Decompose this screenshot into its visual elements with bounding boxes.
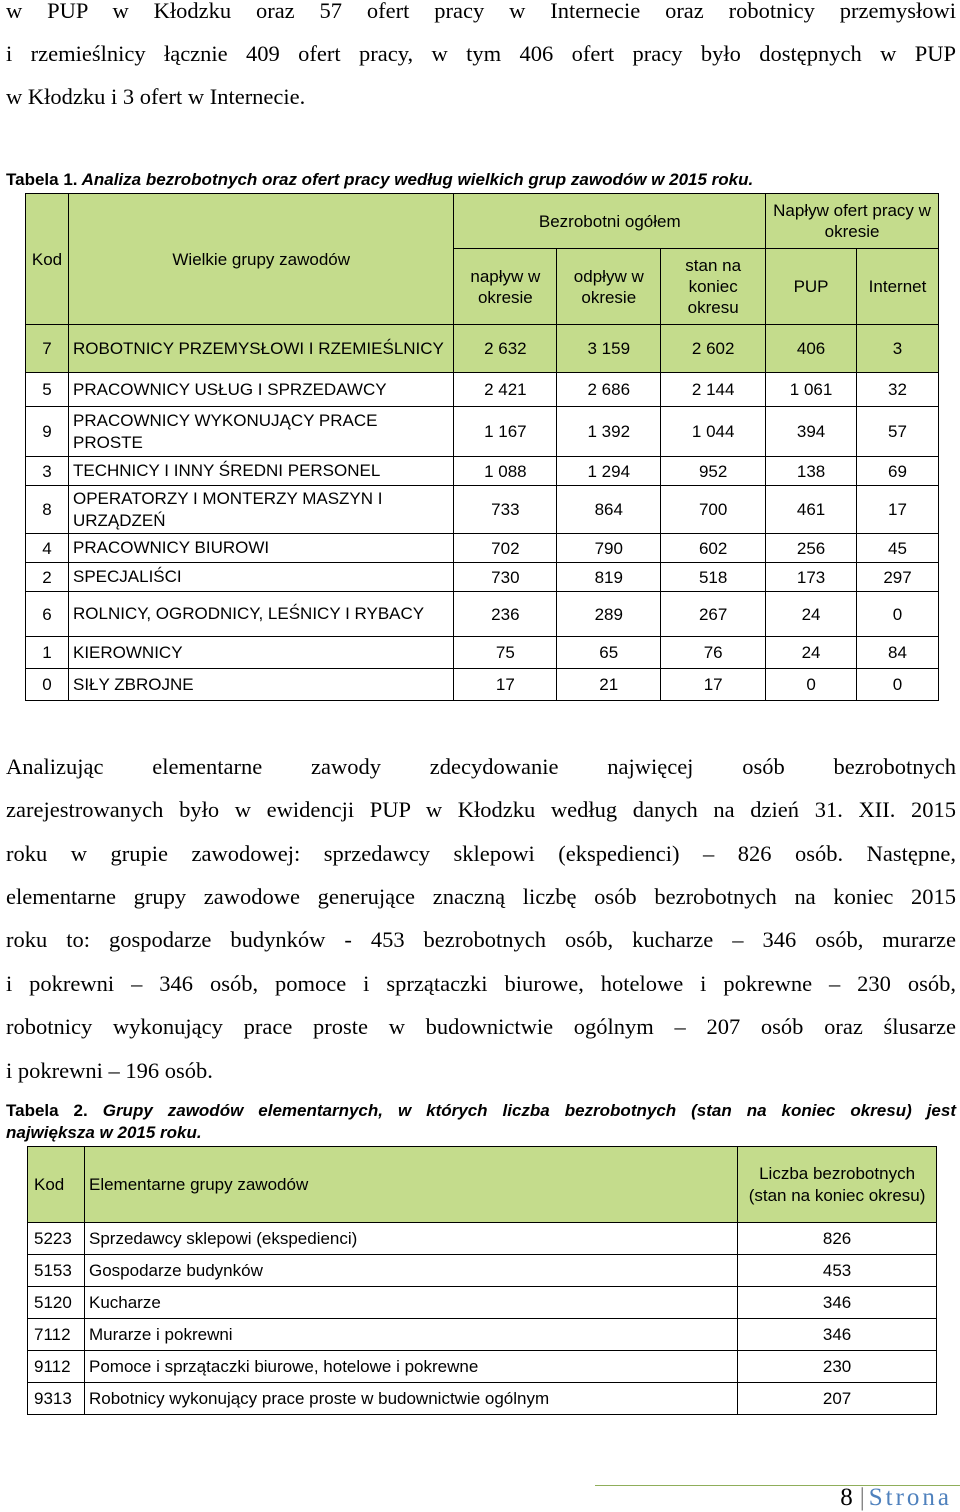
t2-count: 230 <box>738 1351 937 1383</box>
page-number: 8 <box>840 1484 856 1511</box>
t1-pup: 0 <box>766 669 857 701</box>
t2-kod: 9112 <box>28 1351 85 1383</box>
t1-internet: 57 <box>857 407 939 457</box>
t1-inflow: 1 167 <box>454 407 557 457</box>
t1-end: 2 144 <box>661 373 766 407</box>
table-row <box>28 1287 937 1319</box>
t1-kod: 8 <box>26 486 69 534</box>
t1-pup: 406 <box>766 325 857 373</box>
t1-name: OPERATORZY I MONTERZY MASZYN I URZĄDZEŃ <box>68 486 453 534</box>
table2 <box>27 1146 937 1415</box>
t1-inflow: 17 <box>454 669 557 701</box>
t2-count: 346 <box>738 1319 937 1351</box>
t2-name: Sprzedawcy sklepowi (ekspedienci) <box>84 1223 737 1255</box>
table-row <box>26 563 939 592</box>
t1-name: SIŁY ZBROJNE <box>68 669 453 701</box>
t1-pup: 24 <box>766 592 857 637</box>
intro-line-1: w PUP w Kłodzku oraz 57 ofert pracy w Internecie oraz robotnicy przemysłowi <box>6 0 956 23</box>
t1-outflow: 1 294 <box>557 457 661 486</box>
t2-header-group: Elementarne grupy zawodów <box>84 1147 737 1223</box>
t1-outflow: 3 159 <box>557 325 661 373</box>
t1-internet: 17 <box>857 486 939 534</box>
table-row <box>28 1255 937 1287</box>
t2-kod: 5120 <box>28 1287 85 1319</box>
t2-kod: 5153 <box>28 1255 85 1287</box>
t1-inflow: 2 632 <box>454 325 557 373</box>
t1-end: 700 <box>661 486 766 534</box>
t1-pup: 461 <box>766 486 857 534</box>
analysis-line-4: elementarne grupy zawodowe generujące znaczną liczbę osób bezrobotnych na koniec 2015 <box>6 884 956 909</box>
table-row <box>26 407 939 457</box>
page-word: Strona <box>868 1484 952 1511</box>
t2-name: Gospodarze budynków <box>84 1255 737 1287</box>
t2-name: Robotnicy wykonujący prace proste w budownictwie ogólnym <box>84 1383 737 1415</box>
t1-header-pup: PUP <box>766 249 857 325</box>
t1-inflow: 702 <box>454 534 557 563</box>
t2-header-kod: Kod <box>28 1147 85 1223</box>
t1-pup: 24 <box>766 637 857 669</box>
t1-end: 518 <box>661 563 766 592</box>
t1-header-offers: Napływ ofert pracy w okresie <box>766 194 939 249</box>
t1-kod: 7 <box>26 325 69 373</box>
analysis-line-7: robotnicy wykonujący prace proste w budownictwie ogólnym – 207 osób oraz ślusarze <box>6 1014 956 1039</box>
t1-kod: 2 <box>26 563 69 592</box>
t1-name: PRACOWNICY USŁUG I SPRZEDAWCY <box>68 373 453 407</box>
t1-inflow: 733 <box>454 486 557 534</box>
t2-name: Pomoce i sprzątaczki biurowe, hotelowe i pokrewne <box>84 1351 737 1383</box>
table-row <box>26 373 939 407</box>
table1-caption-text: Analiza bezrobotnych oraz ofert pracy według wielkich grup zawodów w 2015 roku. <box>81 170 754 189</box>
t1-end: 952 <box>661 457 766 486</box>
analysis-line-3: roku w grupie zawodowej: sprzedawcy sklepowi (ekspedienci) – 826 osób. Następne, <box>6 841 956 866</box>
table-row <box>26 486 939 534</box>
t1-outflow: 65 <box>557 637 661 669</box>
t2-count: 207 <box>738 1383 937 1415</box>
t1-internet: 84 <box>857 637 939 669</box>
table1-caption-label: Tabela 1. <box>6 170 78 189</box>
t1-kod: 4 <box>26 534 69 563</box>
t1-end: 2 602 <box>661 325 766 373</box>
table-row <box>28 1383 937 1415</box>
t1-header-inflow: napływ w okresie <box>454 249 557 325</box>
table-row <box>26 534 939 563</box>
t1-pup: 138 <box>766 457 857 486</box>
t2-kod: 5223 <box>28 1223 85 1255</box>
t1-outflow: 2 686 <box>557 373 661 407</box>
t1-outflow: 1 392 <box>557 407 661 457</box>
t1-kod: 9 <box>26 407 69 457</box>
t1-internet: 69 <box>857 457 939 486</box>
t1-end: 76 <box>661 637 766 669</box>
t1-inflow: 1 088 <box>454 457 557 486</box>
t1-kod: 1 <box>26 637 69 669</box>
t1-internet: 297 <box>857 563 939 592</box>
t2-header-count: Liczba bezrobotnych (stan na koniec okresu) <box>738 1147 937 1223</box>
table-row <box>28 1319 937 1351</box>
t1-inflow: 2 421 <box>454 373 557 407</box>
table1 <box>25 193 939 701</box>
analysis-line-5: roku to: gospodarze budynków - 453 bezrobotnych osób, kucharze – 346 osób, murarze <box>6 927 956 952</box>
t2-kod: 9313 <box>28 1383 85 1415</box>
page-footer <box>840 1484 952 1512</box>
t1-header-unemployed: Bezrobotni ogółem <box>454 194 766 249</box>
t1-header-outflow: odpływ w okresie <box>557 249 661 325</box>
table2-caption-label: Tabela 2. <box>6 1101 88 1120</box>
t1-internet: 3 <box>857 325 939 373</box>
table1-caption <box>6 170 956 190</box>
t1-name: KIEROWNICY <box>68 637 453 669</box>
t1-header-kod: Kod <box>26 194 69 325</box>
t1-name: PRACOWNICY BIUROWI <box>68 534 453 563</box>
t1-kod: 6 <box>26 592 69 637</box>
t1-internet: 45 <box>857 534 939 563</box>
t1-pup: 394 <box>766 407 857 457</box>
table-row <box>26 669 939 701</box>
analysis-line-8: i pokrewni – 196 osób. <box>6 1058 213 1083</box>
table2-caption-line-2: największa w 2015 roku. <box>6 1123 202 1142</box>
intro-line-3: w Kłodzku i 3 ofert w Internecie. <box>6 84 306 109</box>
intro-line-2: i rzemieślnicy łącznie 409 ofert pracy, w tym 406 ofert pracy było dostępnych w PUP <box>6 41 956 66</box>
analysis-line-1: Analizując elementarne zawody zdecydowanie najwięcej osób bezrobotnych <box>6 754 956 779</box>
table-row <box>26 325 939 373</box>
table2-caption-text: Grupy zawodów elementarnych, w których liczba bezrobotnych (stan na koniec okresu) jest <box>102 1101 956 1120</box>
t2-count: 346 <box>738 1287 937 1319</box>
t1-pup: 256 <box>766 534 857 563</box>
t1-name: SPECJALIŚCI <box>68 563 453 592</box>
t1-header-end: stan na koniec okresu <box>661 249 766 325</box>
t1-inflow: 236 <box>454 592 557 637</box>
t1-kod: 3 <box>26 457 69 486</box>
t1-header-internet: Internet <box>857 249 939 325</box>
t1-end: 602 <box>661 534 766 563</box>
t1-inflow: 75 <box>454 637 557 669</box>
t1-pup: 173 <box>766 563 857 592</box>
table-row <box>28 1223 937 1255</box>
table2-caption <box>6 1101 956 1121</box>
t1-end: 1 044 <box>661 407 766 457</box>
t1-kod: 0 <box>26 669 69 701</box>
t1-outflow: 819 <box>557 563 661 592</box>
t1-name: TECHNICY I INNY ŚREDNI PERSONEL <box>68 457 453 486</box>
t1-pup: 1 061 <box>766 373 857 407</box>
footer-separator: | <box>859 1484 865 1511</box>
t1-end: 267 <box>661 592 766 637</box>
t1-name: ROBOTNICY PRZEMYSŁOWI I RZEMIEŚLNICY <box>68 325 453 373</box>
table-row <box>28 1351 937 1383</box>
table-row <box>26 637 939 669</box>
t1-internet: 32 <box>857 373 939 407</box>
table-row <box>26 457 939 486</box>
t2-kod: 7112 <box>28 1319 85 1351</box>
t1-internet: 0 <box>857 592 939 637</box>
analysis-line-2: zarejestrowanych było w ewidencji PUP w Kłodzku według danych na dzień 31. XII. 2015 <box>6 797 956 822</box>
t1-outflow: 790 <box>557 534 661 563</box>
table-row <box>26 592 939 637</box>
t1-outflow: 21 <box>557 669 661 701</box>
t2-name: Murarze i pokrewni <box>84 1319 737 1351</box>
t1-header-group: Wielkie grupy zawodów <box>68 194 453 325</box>
t2-count: 453 <box>738 1255 937 1287</box>
t1-internet: 0 <box>857 669 939 701</box>
t1-outflow: 289 <box>557 592 661 637</box>
t2-name: Kucharze <box>84 1287 737 1319</box>
t1-name: ROLNICY, OGRODNICY, LEŚNICY I RYBACY <box>68 592 453 637</box>
t2-count: 826 <box>738 1223 937 1255</box>
t1-name: PRACOWNICY WYKONUJĄCY PRACE PROSTE <box>68 407 453 457</box>
analysis-line-6: i pokrewni – 346 osób, pomoce i sprzątaczki biurowe, hotelowe i pokrewne – 230 osób, <box>6 971 956 996</box>
t1-kod: 5 <box>26 373 69 407</box>
t1-end: 17 <box>661 669 766 701</box>
t1-inflow: 730 <box>454 563 557 592</box>
t1-outflow: 864 <box>557 486 661 534</box>
